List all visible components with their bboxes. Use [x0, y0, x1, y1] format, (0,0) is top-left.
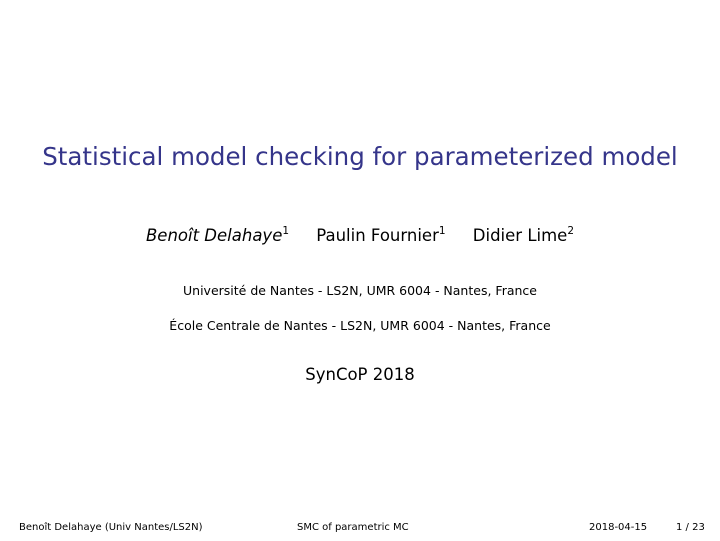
affiliation-2: École Centrale de Nantes - LS2N, UMR 6004 - Nantes, France [169, 318, 551, 333]
footer-author: Benoît Delahaye (Univ Nantes/LS2N) [19, 522, 203, 533]
author-3 [473, 226, 574, 245]
footer-page-number: 1 / 23 [676, 522, 705, 533]
author-list [0, 226, 720, 245]
author-2-affiliation-mark: 1 [438, 225, 446, 237]
footer-short-title: SMC of parametric MC [297, 522, 409, 533]
author-1-name: Benoît Delahaye [145, 226, 283, 245]
slide-footer [0, 522, 720, 538]
event-name: SynCoP 2018 [305, 365, 415, 384]
affiliation-1: Université de Nantes - LS2N, UMR 6004 - Nantes, France [183, 283, 537, 298]
author-3-affiliation-mark: 2 [567, 225, 575, 237]
slide-title: Statistical model checking for parameterized model [42, 142, 678, 171]
author-2 [316, 226, 445, 245]
author-1 [146, 226, 289, 245]
author-3-name: Didier Lime [472, 226, 568, 245]
author-1-affiliation-mark: 1 [282, 225, 290, 237]
footer-date: 2018-04-15 [589, 522, 648, 533]
author-2-name: Paulin Fournier [316, 226, 439, 245]
